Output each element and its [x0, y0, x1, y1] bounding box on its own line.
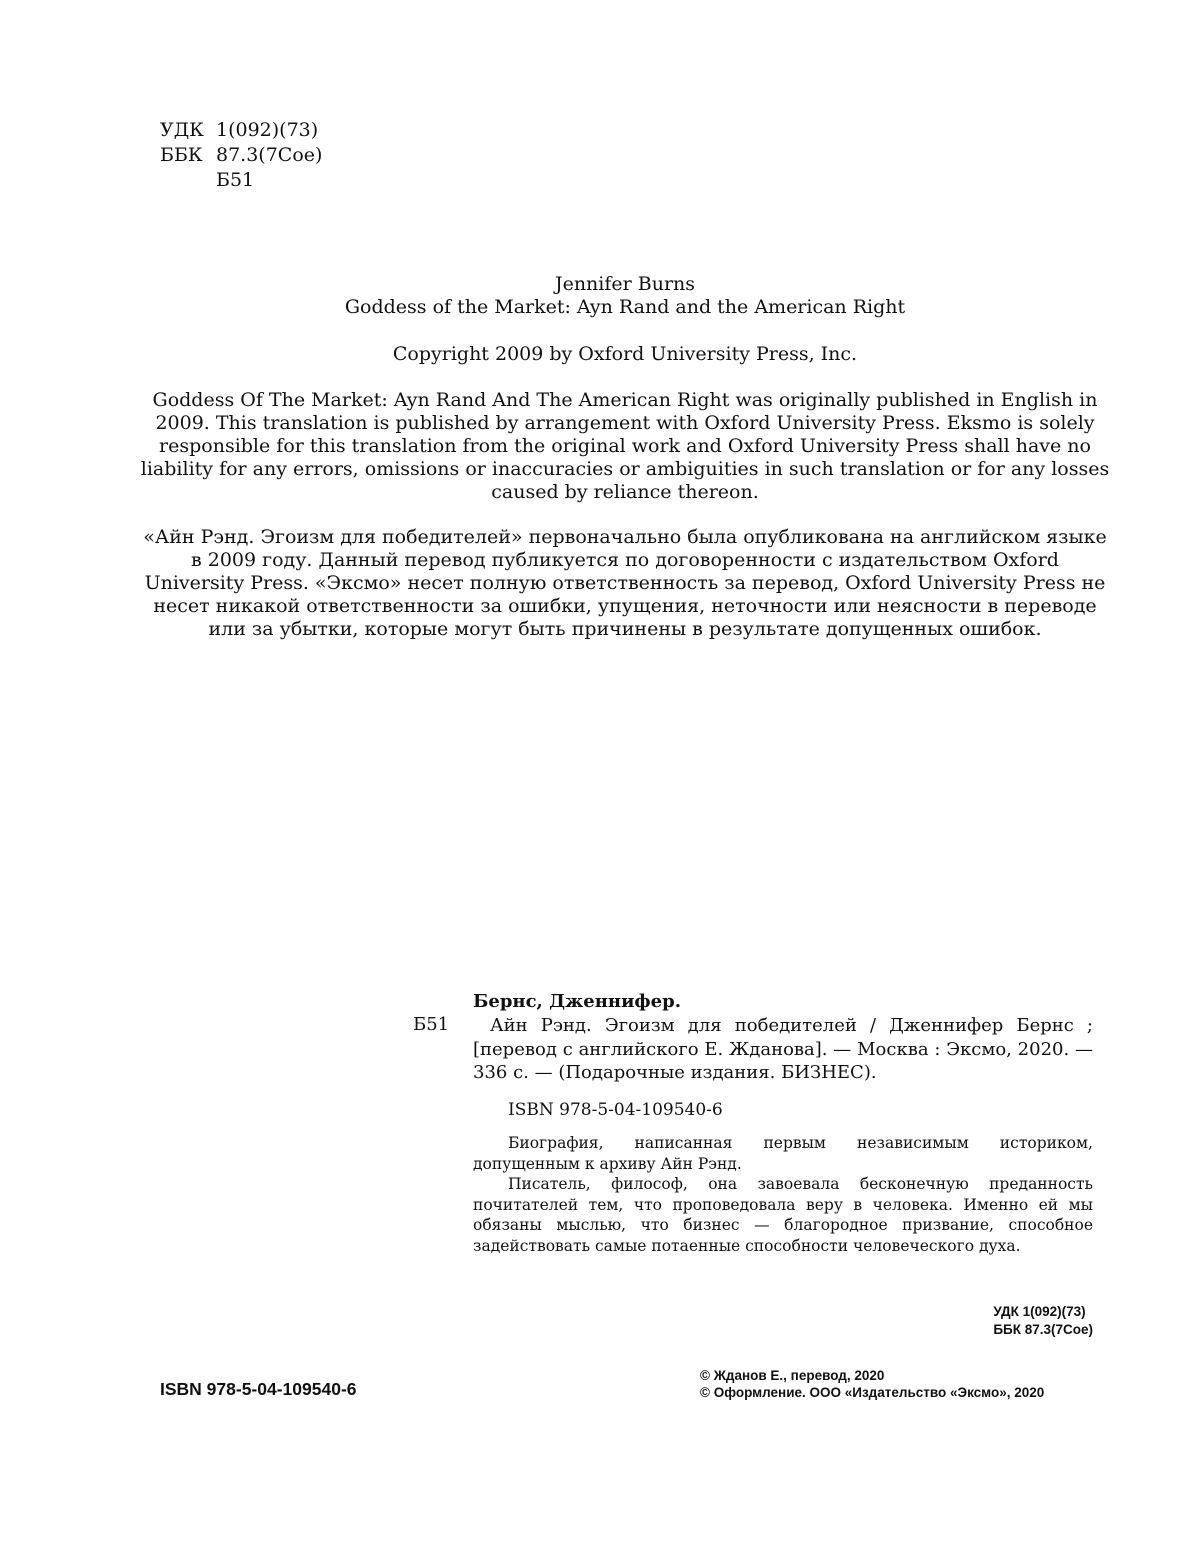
catalog-author-heading: Бернс, Дженнифер.: [473, 991, 681, 1012]
copyright-design: © Оформление. ООО «Издательство «Эксмо», 2020: [700, 1385, 1045, 1400]
author-mark: Б51: [216, 169, 255, 191]
annotation-paragraph-1: Биография, написанная первым независимым историком, допущенным к архиву Айн Рэнд.: [473, 1134, 1093, 1173]
original-author: Jennifer Burns: [554, 273, 696, 295]
bbk-value: 87.3(7Сое): [216, 144, 323, 166]
udk-row: [160, 118, 322, 143]
udk-value: 1(092)(73): [216, 119, 319, 141]
catalog-annotation: [473, 1133, 1093, 1256]
bbk-row: [160, 143, 322, 168]
udk-label: УДК: [160, 119, 204, 141]
original-credits: [140, 273, 1110, 319]
footer-isbn: ISBN 978-5-04-109540-6: [160, 1379, 357, 1399]
catalog-index: Б51: [413, 1014, 450, 1035]
catalog-bbk: ББК 87.3(7Сое): [993, 1322, 1093, 1337]
catalog-isbn: ISBN 978-5-04-109540-6: [508, 1100, 723, 1120]
footer-copyrights: [700, 1367, 1044, 1401]
annotation-paragraph-2: Писатель, философ, она завоевала бесконечную преданность почитателей тем, что проповедовала веру в человека. Именно ей мы обязаны мыслью, что бизнес — благородное призвание, способное задействовать самые потаенные способности человеческого духа.: [473, 1175, 1093, 1255]
copyright-translation: © Жданов Е., перевод, 2020: [700, 1368, 885, 1383]
author-mark-row: [160, 168, 322, 193]
catalog-codes: [993, 1303, 1093, 1339]
bbk-label: ББК: [160, 144, 203, 166]
original-title: Goddess of the Market: Ayn Rand and the American Right: [344, 296, 906, 318]
english-notice: Goddess Of The Market: Ayn Rand And The American Right was originally published in English in 2009. This translation is published by arrangement with Oxford University Press. Eksmo is solely responsible for this translation from the original work and Oxford University Press shall have no liability for any errors, omissions or inaccuracies or ambiguities in such translation or for any losses caused by reliance thereon.: [140, 389, 1110, 503]
catalog-description: Айн Рэнд. Эгоизм для победителей / Дженнифер Бернс ; [перевод с английского Е. Жданова]. — Москва : Эксмо, 2020. — 336 с. — (Подарочные издания. БИЗНЕС).: [473, 1015, 1093, 1083]
original-copyright: Copyright 2009 by Oxford University Press, Inc.: [392, 343, 858, 365]
classification-codes: [160, 118, 322, 193]
russian-notice: «Айн Рэнд. Эгоизм для победителей» первоначально была опубликована на английском языке в 2009 году. Данный перевод публикуется по договоренности с издательством Oxford University Press. «Эксмо» несет полную ответственность за перевод, Oxford University Press не несет никакой ответственности за ошибки, упущения, неточности или неясности в переводе или за убытки, которые могут быть причинены в результате допущенных ошибок.: [143, 526, 1107, 640]
catalog-udk: УДК 1(092)(73): [993, 1304, 1086, 1319]
